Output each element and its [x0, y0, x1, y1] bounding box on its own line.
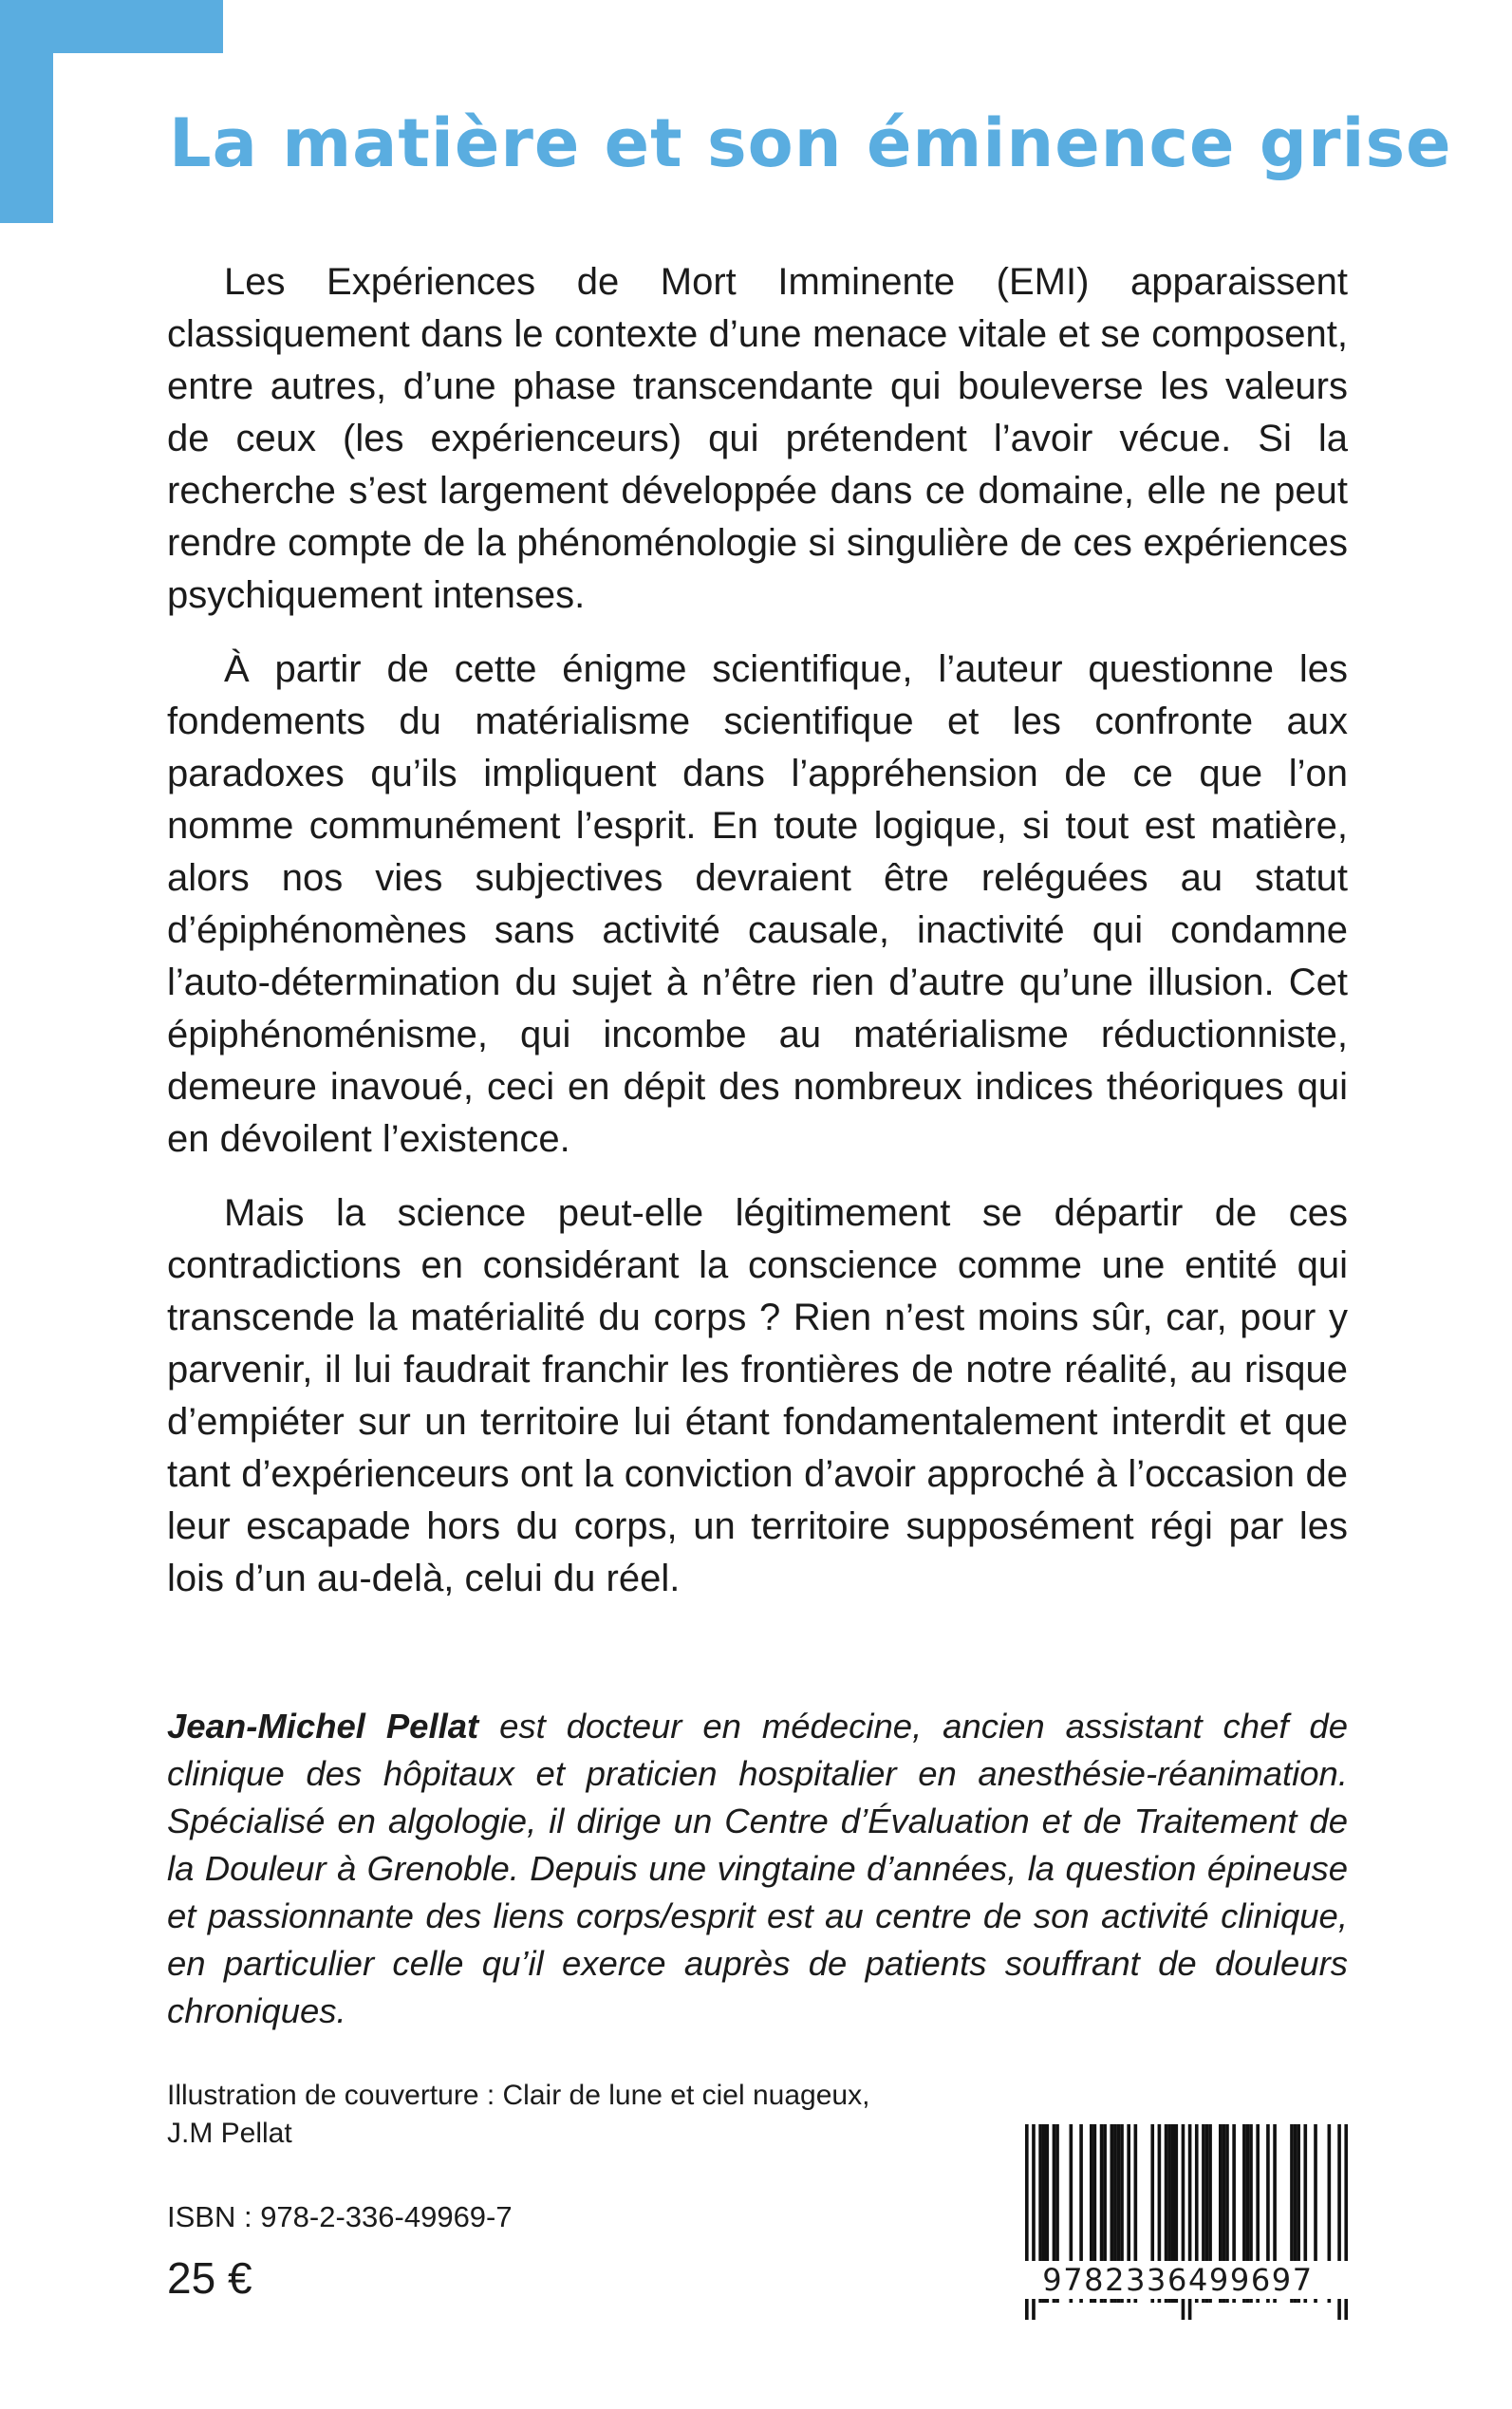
author-name: Jean-Michel Pellat	[167, 1707, 479, 1746]
summary-paragraph-2: À partir de cette énigme scientifique, l’auteur questionne les fondements du matérialisme scientifique et les confronte aux paradoxes qu’ils impliquent dans l’appréhension de ce que l’on nomme communément l’esprit. En toute logique, si tout est matière, alors nos vies subjectives devraient être reléguées au statut d’épiphénomènes sans activité causale, inactivité qui condamne l’auto-détermination du sujet à n’être rien d’autre qu’une illusion. Cet épiphénoménisme, qui incombe au matérialisme réductionniste, demeure inavoué, ceci en dépit des nombreux indices théoriques qui en dévoilent l’existence.	[167, 648, 1348, 1160]
summary-text	[167, 256, 1348, 1627]
author-bio-text: est docteur en médecine, ancien assistant chef de clinique des hôpitaux et praticien hospitalier en anesthésie-réanimation. Spécialisé en algologie, il dirige un Centre d’Évaluation et de Traitement de la Douleur à Grenoble. Depuis une vingtaine d’années, la question épineuse et passionnante des liens corps/esprit est au centre de son activité clinique, en particulier celle qu’il exerce auprès de patients souffrant de douleurs chroniques.	[167, 1707, 1349, 2030]
book-title: La matière et son éminence grise	[169, 104, 1452, 182]
summary-paragraph-3: Mais la science peut-elle légitimement se départir de ces contradictions en considérant la conscience comme une entité qui transcende la matérialité du corps ? Rien n’est moins sûr, car, pour y parvenir, il lui faudrait franchir les frontières de notre réalité, au risque d’empiéter sur un territoire lui étant fondamentalement interdit et que tant d’expérienceurs ont la conviction d’avoir approché à l’occasion de leur escapade hors du corps, un territoire supposément régi par les lois d’un au-delà, celui du réel.	[167, 1192, 1348, 1599]
cover-credit	[167, 2077, 945, 2153]
price: 25 €	[167, 2253, 252, 2303]
cover-credit-line-2: J.M Pellat	[167, 2118, 292, 2149]
isbn: ISBN : 978-2-336-49969-7	[167, 2200, 513, 2233]
barcode-digits: 9782336499697	[1008, 2261, 1348, 2299]
corner-accent-vertical	[0, 0, 53, 223]
cover-credit-line-1: Illustration de couverture : Clair de lune et ciel nuageux,	[167, 2080, 870, 2111]
author-bio	[167, 1703, 1348, 2035]
summary-paragraph-1: Les Expériences de Mort Imminente (EMI) apparaissent classiquement dans le contexte d’une menace vitale et se composent, entre autres, d’une phase transcendante qui bouleverse les valeurs de ceux (les expérienceurs) qui prétendent l’avoir vécue. Si la recherche s’est largement développée dans ce domaine, elle ne peut rendre compte de la phénoménologie si singulière de ces expériences psychiquement intenses.	[167, 261, 1348, 616]
